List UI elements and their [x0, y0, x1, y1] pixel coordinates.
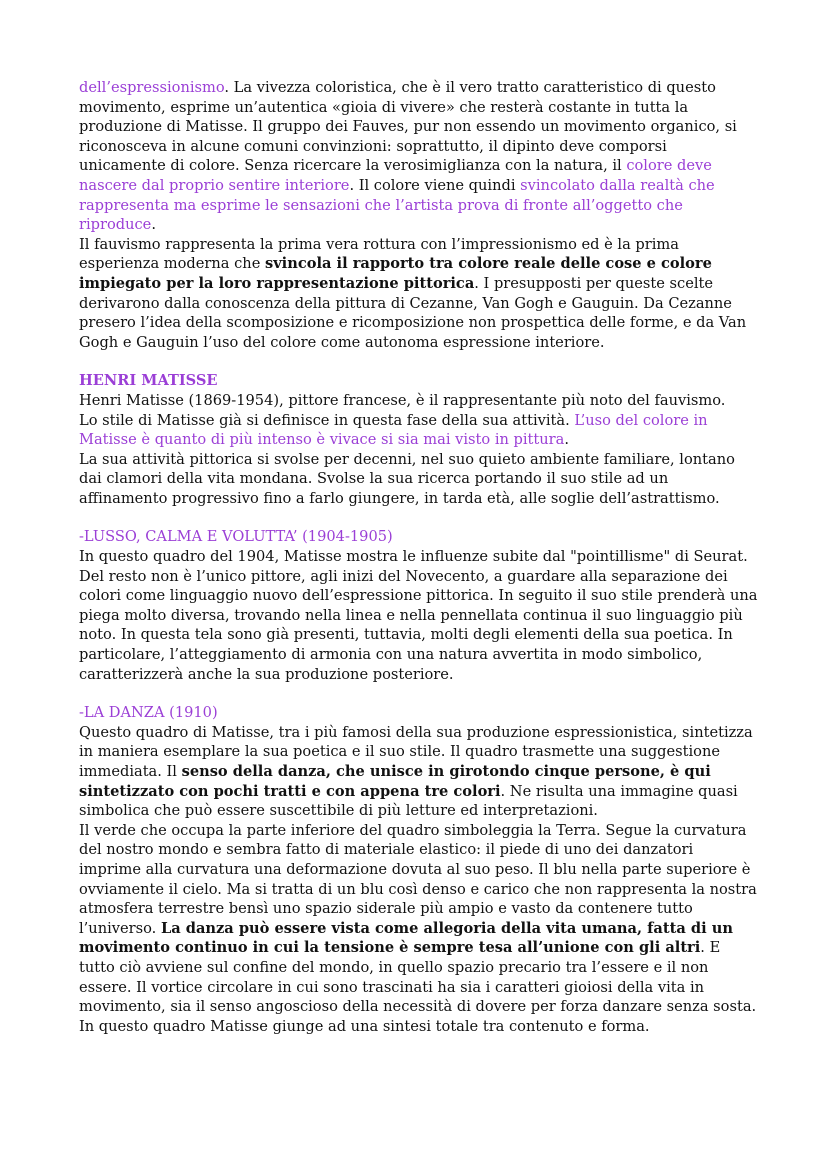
- body-text: Il verde che occupa la parte inferiore del quadro simboleggia la Terra. Segue la curvatura del nostro mondo e sembra fatto di materiale elastico: il piede di uno dei danzatori imprime alla curvatura una deformazione dovuta al suo peso. Il blu nella parte superiore è ovviamente il cielo. Ma si tratta di un blu così denso e carico che non rappresenta la nostra atmosfera terrestre bensì uno spazio siderale più ampio e vasto da contenere tutto l’universo.: [79, 821, 757, 937]
- matisse-section: [79, 371, 758, 508]
- section-heading: -LA DANZA (1910): [79, 704, 218, 722]
- matisse-line-3: La sua attività pittorica si svolse per decenni, nel suo quieto ambiente familiare, lontano dai clamori della vita mondana. Svolse la sua ricerca portando il suo stile ad un affinamento progressivo fino a farlo giungere, in tarda età, alle soglie dell’astrattismo.: [79, 450, 735, 507]
- danza-paragraph-1: [79, 723, 758, 821]
- highlight-text: svincolato dalla realtà che rappresenta ma esprime le sensazioni che l’artista prova di fronte all’oggetto che riproduce: [79, 176, 715, 234]
- bold-text: senso della danza, che unisce in girotondo cinque persone, è qui sintetizzato con pochi tratti e con appena tre colori: [79, 763, 711, 800]
- matisse-line-1: Henri Matisse (1869-1954), pittore francese, è il rappresentante più noto del fauvismo.: [79, 391, 726, 409]
- highlight-text: dell’espressionismo: [79, 79, 225, 96]
- lusso-section: [79, 527, 758, 684]
- body-text: . La vivezza coloristica, che è il vero tratto caratteristico di questo movimento, esprime un’autentica «gioia di vivere» che resterà costante in tutta la produzione di Matisse. Il gruppo dei Fauves, pur non essendo un movimento organico, si riconosceva in alcune comuni convinzioni: soprattutto, il dipinto deve comporsi unicamente di colore. Senza ricercare la verosimiglianza con la natura, il: [79, 79, 737, 175]
- intro-paragraph: [79, 78, 758, 235]
- body-text: . E tutto ciò avviene sul confine del mondo, in quello spazio precario tra l’essere e il non essere. Il vortice circolare in cui sono trascinati ha sia i caratteri gioiosi della vita in movimento, sia il senso angoscioso della necessità di dovere per forza danzare senza sosta. In questo quadro Matisse giunge ad una sintesi totale tra contenuto e forma.: [79, 939, 757, 1035]
- body-text: . Ne risulta una immagine quasi simbolica che può essere suscettibile di più letture ed interpretazioni.: [79, 782, 738, 820]
- bold-text: La danza può essere vista come allegoria della vita umana, fatta di un movimento continuo in cui la tensione è sempre tesa all’unione con gli altri: [79, 919, 733, 957]
- danza-paragraph-2: [79, 821, 758, 1037]
- section-heading: HENRI MATISSE: [79, 372, 218, 390]
- body-text: Questo quadro di Matisse, tra i più famosi della sua produzione espressionistica, sintetizza in maniera esemplare la sua poetica e il suo stile. Il quadro trasmette una suggestione immediata. Il: [79, 723, 753, 780]
- body-text: Il fauvismo rappresenta la prima vera rottura con l’impressionismo ed è la prima esperienza moderna che: [79, 235, 679, 273]
- body-text: . I presupposti per queste scelte derivarono dalla conoscenza della pittura di Cezanne, Van Gogh e Gauguin. Da Cezanne presero l’idea della scomposizione e ricomposizione non prospettica delle forme, e da Van Gogh e Gauguin l’uso del colore come autonoma espressione interiore.: [79, 274, 747, 351]
- body-text: Lo stile di Matisse già si definisce in questa fase della sua attività.: [79, 411, 575, 429]
- body-text: .: [151, 216, 156, 234]
- fauvism-paragraph: [79, 235, 758, 353]
- body-text: . Il colore viene quindi: [349, 176, 521, 194]
- bold-text: svincola il rapporto tra colore reale delle cose e colore impiegato per la loro rappresentazione pittorica: [79, 255, 712, 292]
- matisse-line-2: [79, 411, 758, 450]
- body-text: .: [564, 431, 569, 449]
- highlight-text: L’uso del colore in Matisse è quanto di più intenso è vivace si sia mai visto in pittura: [79, 411, 708, 449]
- highlight-text: colore deve nascere dal proprio sentire interiore: [79, 157, 712, 194]
- lusso-paragraph: In questo quadro del 1904, Matisse mostra le influenze subite dal "pointillisme" di Seurat. Del resto non è l’unico pittore, agli inizi del Novecento, a guardare alla separazione dei colori come linguaggio nuovo dell’espressione pittorica. In seguito il suo stile prenderà una piega molto diversa, trovando nella linea e nella pennellata continua il suo linguaggio più noto. In questa tela sono già presenti, tuttavia, molti degli elementi della sua poetica. In particolare, l’atteggiamento di armonia con una natura avvertita in modo simbolico, caratterizzerà anche la sua produzione posteriore.: [79, 548, 758, 683]
- danza-section: [79, 703, 758, 1036]
- section-heading: -LUSSO, CALMA E VOLUTTA’ (1904-1905): [79, 528, 393, 546]
